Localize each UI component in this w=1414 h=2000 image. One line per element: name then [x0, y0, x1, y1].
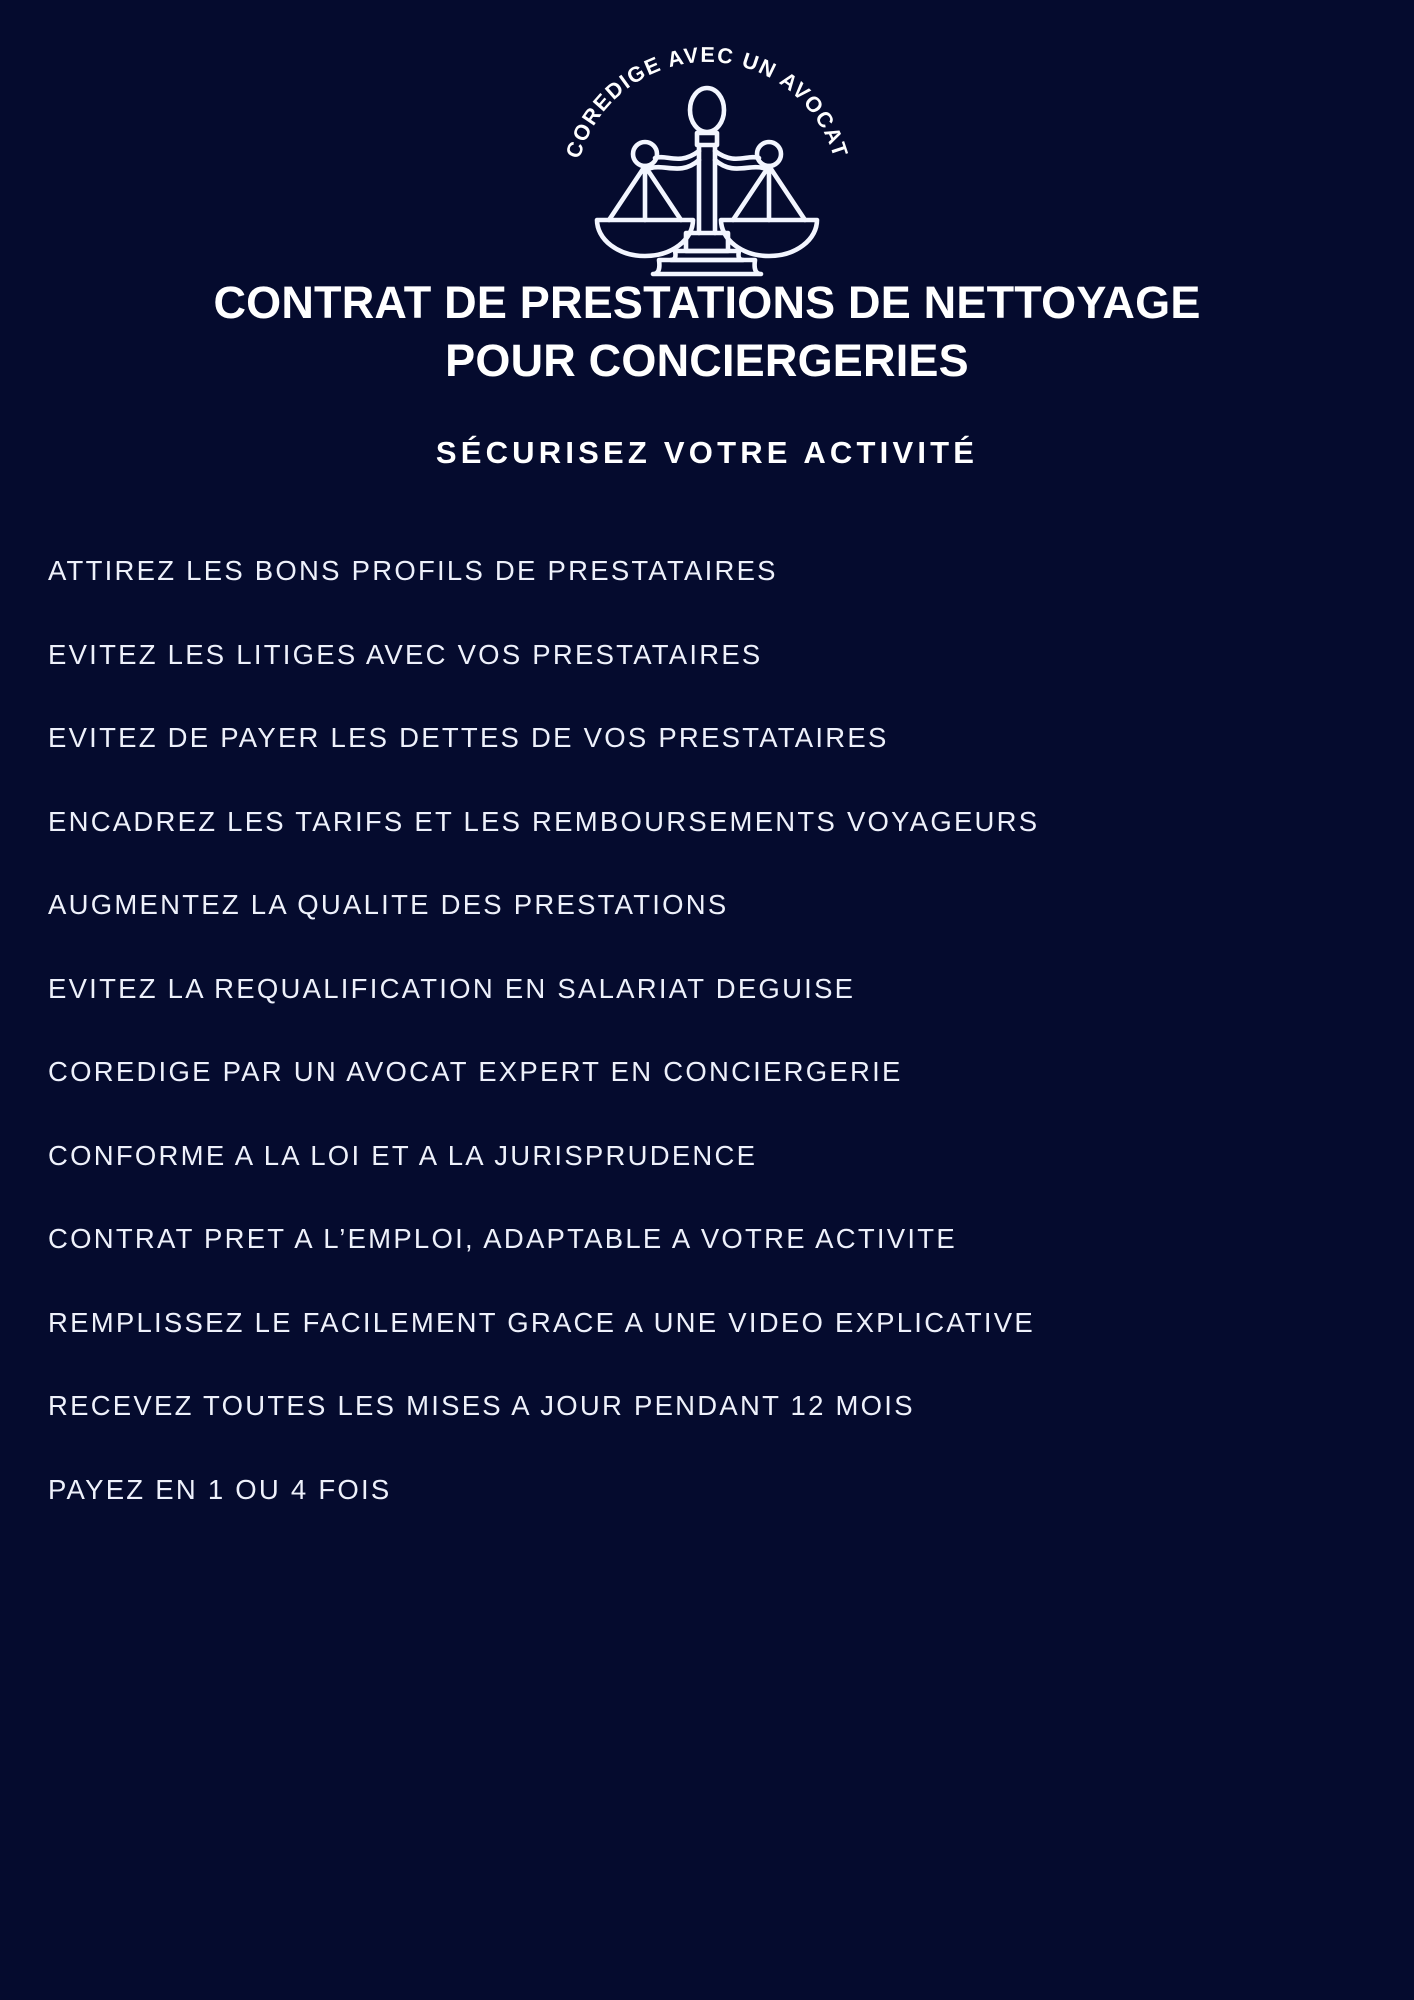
benefit-item: EVITEZ DE PAYER LES DETTES DE VOS PRESTATAIRES: [48, 722, 889, 754]
brand-logo: [547, 8, 867, 258]
scales-of-justice-icon: [597, 88, 817, 274]
logo-svg: [547, 8, 867, 258]
page-subtitle: SÉCURISEZ VOTRE ACTIVITÉ: [435, 435, 979, 471]
logo-arc-textpath: COREDIGE AVEC UN AVOCAT: [561, 42, 853, 162]
benefit-item: PAYEZ EN 1 OU 4 FOIS: [48, 1473, 392, 1505]
benefit-item: CONTRAT PRET A L’EMPLOI, ADAPTABLE A VOTRE ACTIVITE: [48, 1223, 957, 1255]
benefit-item: RECEVEZ TOUTES LES MISES A JOUR PENDANT 12 MOIS: [48, 1390, 915, 1422]
benefit-item: REMPLISSEZ LE FACILEMENT GRACE A UNE VIDEO EXPLICATIVE: [48, 1306, 1035, 1338]
benefits-list: [0, 557, 1414, 1503]
benefit-item: ATTIREZ LES BONS PROFILS DE PRESTATAIRES: [48, 555, 778, 587]
page-title-line-2: POUR CONCIERGERIES: [445, 334, 969, 386]
benefit-item: COREDIGE PAR UN AVOCAT EXPERT EN CONCIERGERIE: [48, 1056, 903, 1088]
page-title-line-1: CONTRAT DE PRESTATIONS DE NETTOYAGE: [213, 277, 1201, 328]
benefit-item: EVITEZ LES LITIGES AVEC VOS PRESTATAIRES: [48, 638, 763, 670]
benefit-item: ENCADREZ LES TARIFS ET LES REMBOURSEMENTS VOYAGEURS: [48, 805, 1040, 837]
benefit-item: CONFORME A LA LOI ET A LA JURISPRUDENCE: [48, 1139, 758, 1171]
benefit-item: AUGMENTEZ LA QUALITE DES PRESTATIONS: [48, 889, 729, 921]
page-title: [157, 274, 1257, 389]
benefit-item: EVITEZ LA REQUALIFICATION EN SALARIAT DEGUISE: [48, 972, 856, 1004]
